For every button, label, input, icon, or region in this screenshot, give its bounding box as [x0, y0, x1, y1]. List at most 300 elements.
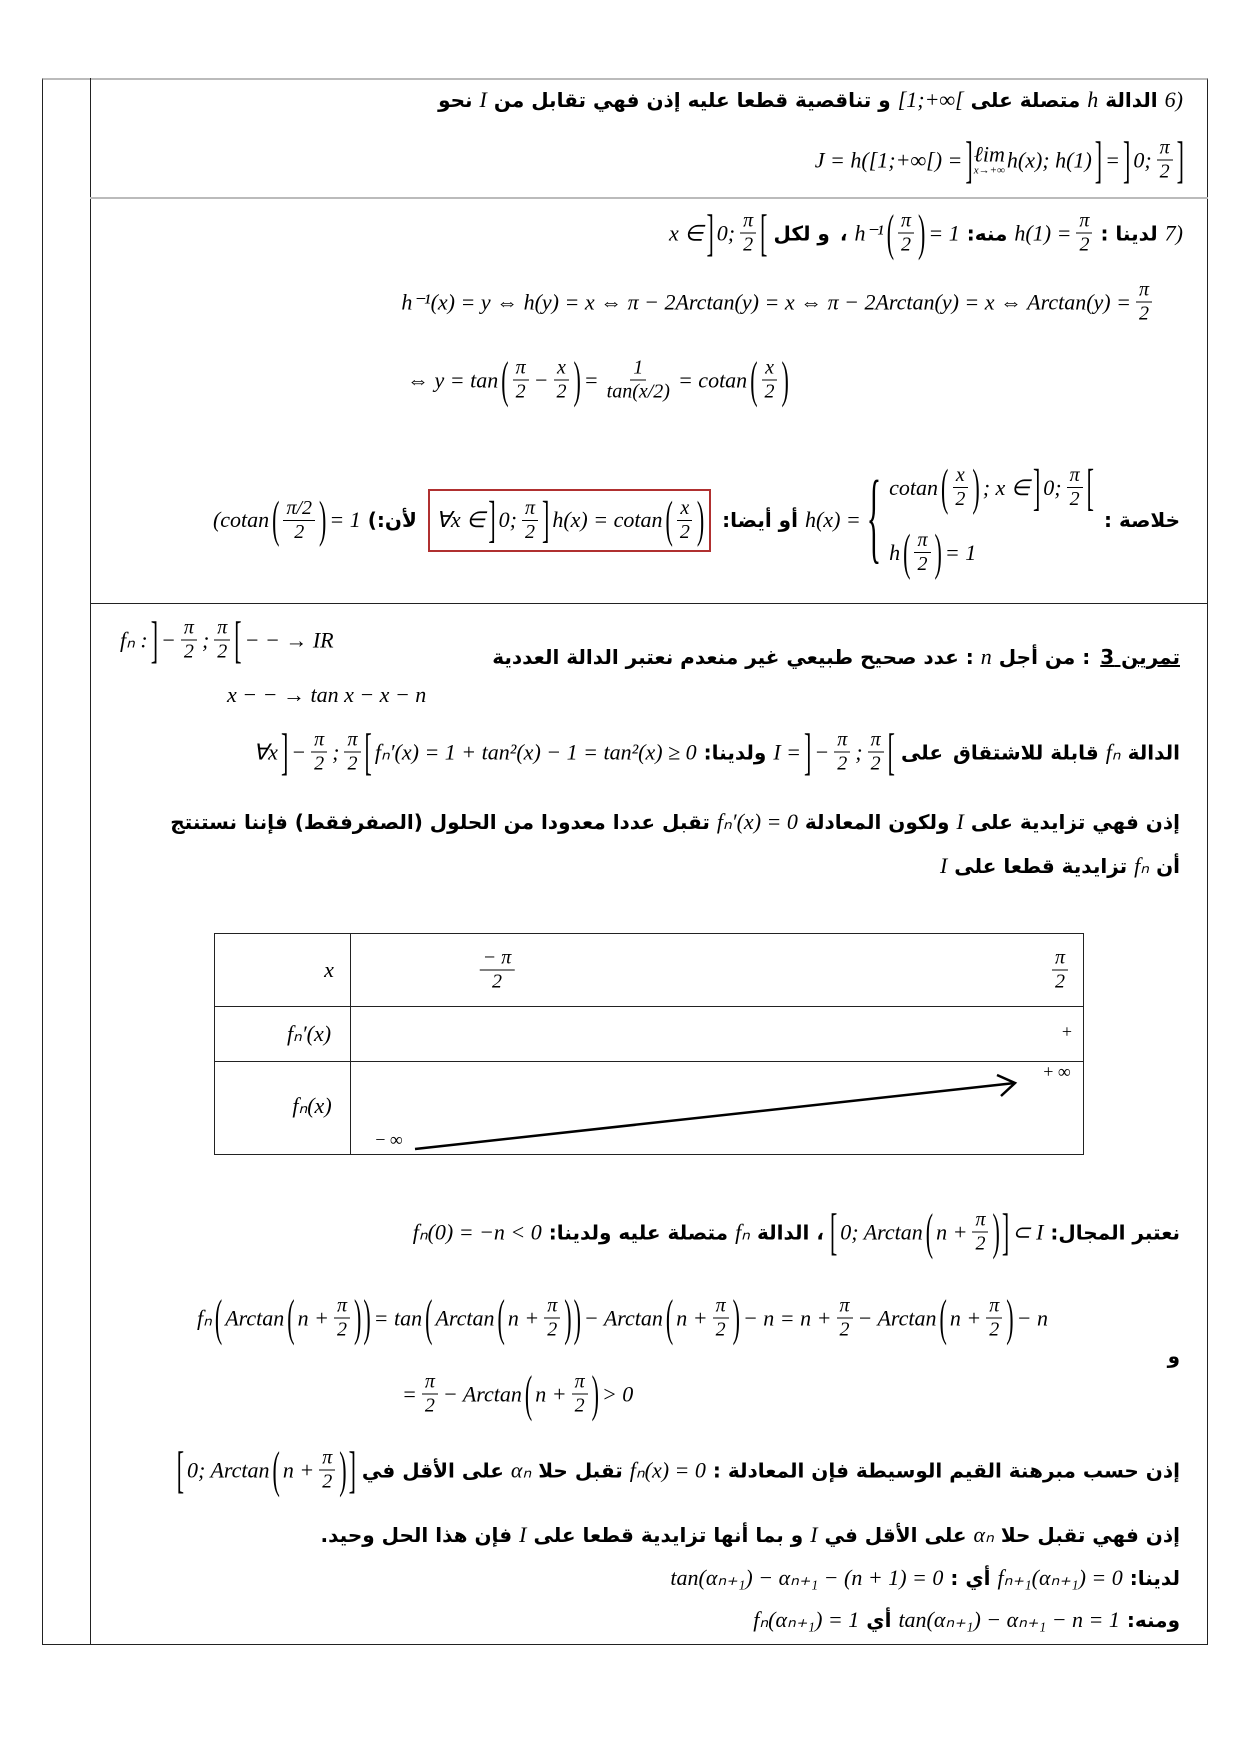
delimiter: (	[665, 490, 673, 548]
function-definition-1	[118, 610, 336, 668]
math-text: ∀x	[253, 739, 278, 764]
delimiter: ]	[706, 203, 714, 261]
delimiter: ]	[488, 490, 496, 548]
denominator: 2	[424, 1394, 435, 1417]
interval-line	[411, 1202, 1185, 1260]
math-text: 6)	[1164, 87, 1183, 112]
math-text: = 1	[928, 220, 960, 245]
math-text: αₙ	[510, 1457, 532, 1482]
derivative-line	[251, 722, 1185, 780]
math-text: 7)	[1164, 220, 1183, 245]
math-text: fₙ :	[120, 627, 148, 652]
denominator: 2	[294, 520, 305, 543]
x-start-den: 2	[491, 970, 502, 993]
numerator: π	[513, 357, 529, 381]
math-text: ∀x ∈	[435, 507, 486, 532]
x-end-num: π	[1052, 947, 1068, 971]
math-text: Arctan	[435, 1305, 495, 1330]
math-text: − Arctan	[857, 1305, 937, 1330]
delimiter: ]	[1122, 130, 1131, 188]
x-label: x	[324, 957, 334, 982]
math-text: 0; Arctan	[840, 1219, 923, 1244]
delimiter: (	[903, 522, 911, 581]
fraction	[677, 497, 693, 544]
delimiter: (	[425, 1288, 433, 1346]
delimiter: [	[234, 610, 242, 668]
arabic-text: أي	[866, 1608, 892, 1632]
denominator: 2	[525, 520, 535, 543]
delimiter: )	[1006, 1288, 1014, 1346]
case-row	[887, 457, 1095, 516]
denominator: 2	[837, 752, 848, 775]
fraction	[311, 729, 327, 776]
denominator: 2	[556, 380, 567, 403]
delimiter: ]	[965, 130, 973, 188]
fraction	[868, 729, 884, 776]
math-text: tan(αₙ₊₁) − αₙ₊₁ − (n + 1) = 0	[670, 1565, 944, 1590]
denominator: 2	[1138, 302, 1149, 325]
numerator: π	[986, 1295, 1002, 1319]
math-text: I	[810, 1522, 818, 1547]
math-text: ;	[201, 627, 210, 652]
delimiter: [	[176, 1440, 185, 1498]
math-text: n +	[535, 1381, 567, 1406]
numerator: π	[837, 1295, 853, 1319]
math-text: Arctan	[225, 1305, 285, 1330]
math-text: I	[479, 87, 487, 112]
fraction	[604, 357, 673, 404]
numerator: π	[522, 497, 538, 521]
delimiter: ]	[542, 490, 550, 548]
denominator: 2	[901, 233, 912, 256]
math-text: −	[814, 739, 830, 764]
arabic-text: لدينا :	[1100, 221, 1158, 245]
numerator: π	[834, 729, 850, 753]
delimiter: )	[573, 1288, 581, 1346]
math-text: cotan	[889, 474, 939, 500]
numerator: π	[214, 617, 230, 641]
math-text: fₙ(x) = 0	[629, 1457, 706, 1482]
denominator: tan(x/2)	[606, 380, 670, 403]
math-text: αₙ	[973, 1522, 994, 1547]
section-divider	[90, 197, 1208, 199]
fraction	[214, 617, 230, 664]
arabic-text: أي :	[950, 1566, 991, 1590]
denominator: 2	[743, 233, 754, 256]
delimiter: (	[524, 1364, 533, 1422]
arabic-text: قابلة للاشتقاق	[953, 740, 1099, 764]
math-text: =	[1105, 147, 1120, 172]
math-text: x ∈	[669, 220, 704, 245]
delimiter: ]	[1176, 130, 1184, 188]
math-text: fₙ	[735, 1219, 750, 1244]
delimiter: )	[732, 1288, 740, 1346]
denominator: 2	[975, 1232, 986, 1255]
denominator: 2	[679, 520, 690, 543]
delimiter: (	[886, 203, 895, 261]
delimiter: ]	[348, 1440, 356, 1498]
x-end-den: 2	[1055, 970, 1065, 993]
fraction	[553, 357, 569, 404]
fraction	[572, 1371, 588, 1418]
derivative-sign: +	[1061, 1021, 1073, 1042]
limit	[973, 141, 1005, 177]
math-text: > 0	[601, 1381, 634, 1406]
math-text: tan(αₙ₊₁) − αₙ₊₁ − n = 1	[898, 1607, 1120, 1632]
numerator: π	[181, 617, 197, 641]
denominator: 2	[217, 640, 228, 663]
fraction	[898, 210, 914, 257]
delimiter: ]	[804, 722, 812, 780]
fraction	[513, 357, 529, 404]
arabic-text: الدالة	[1105, 88, 1158, 112]
math-text: ; x ∈	[982, 474, 1030, 500]
delimiter: )	[363, 1288, 371, 1346]
fraction	[952, 464, 968, 511]
delimiter: )	[972, 457, 980, 516]
numerator: π	[972, 1209, 988, 1233]
numerator: π	[740, 210, 756, 234]
denominator: 2	[955, 488, 966, 510]
math-text: 0; Arctan	[187, 1457, 270, 1482]
delimiter: )	[354, 1288, 362, 1346]
math-text: = cotan	[677, 367, 748, 392]
minus-infinity: − ∞	[375, 1129, 403, 1150]
uniqueness-line	[316, 1522, 1185, 1548]
math-text: fₙ(αₙ₊₁) = 1	[753, 1607, 860, 1632]
numerator: 1	[630, 357, 646, 381]
limit-sub: x→+∞	[973, 164, 1005, 177]
q7-line-2	[399, 279, 1155, 326]
arabic-text: متصلة على	[970, 88, 1081, 112]
exercise-divider	[90, 603, 1208, 604]
fraction	[914, 529, 930, 576]
delimiter: (	[501, 350, 509, 408]
math-text: [1;+∞[	[897, 87, 964, 112]
fraction	[1067, 464, 1083, 511]
math-text: ⊂ I	[1012, 1219, 1044, 1244]
delimiter: )	[339, 1440, 347, 1498]
arabic-text: ،	[839, 221, 848, 245]
delimiter: (	[272, 490, 280, 548]
arabic-text: أو أيضا:	[722, 508, 798, 532]
math-text: n	[980, 644, 992, 669]
arabic-text: : من أجل	[998, 645, 1091, 669]
math-text: − n = n +	[742, 1305, 832, 1330]
numerator: π	[544, 1295, 560, 1319]
math-text: x − − → tan x − x − n	[227, 682, 427, 707]
math-text: ;	[855, 739, 863, 764]
math-text: h⁻¹(x) = y ⇔ h(y) = x ⇔ π − 2Arctan(y) = x ⇔ π − 2Arctan(y) = x ⇔ Arctan(y) =	[401, 289, 1131, 314]
arabic-text: و	[1167, 1344, 1180, 1368]
math-text: ⇔ y = tan	[407, 367, 499, 392]
delimiter: [	[1086, 457, 1094, 516]
delimiter: (	[287, 1288, 295, 1346]
numerator: π	[422, 1371, 438, 1395]
math-text: h	[1087, 87, 1099, 112]
math-text: 0;	[1043, 474, 1062, 500]
numerator: x	[762, 357, 777, 381]
math-text: − n	[1016, 1305, 1048, 1330]
denominator: 2	[839, 1318, 850, 1341]
denominator: 2	[917, 553, 928, 575]
numerator: π	[344, 729, 360, 753]
variation-table	[214, 933, 1084, 1155]
arrow-shaft	[415, 1083, 1015, 1149]
fraction	[713, 1295, 729, 1342]
arabic-text: ولكون المعادلة	[804, 810, 950, 834]
denominator: 2	[183, 640, 194, 663]
fraction	[740, 210, 756, 257]
math-text: h(1) =	[1014, 220, 1072, 245]
numerator: x	[953, 464, 968, 488]
arabic-text: ولدينا:	[703, 740, 767, 764]
plus-infinity: + ∞	[1043, 1061, 1071, 1082]
arabic-text: أن	[1156, 854, 1180, 878]
delimiter: )	[573, 350, 581, 408]
denominator: 2	[764, 380, 775, 403]
delimiter: ]	[150, 610, 159, 668]
numerator: π	[898, 210, 914, 234]
cases-rows	[887, 457, 1095, 581]
arabic-text: لأن:)	[367, 508, 417, 532]
fraction	[181, 617, 197, 664]
q6-line-2	[813, 130, 1185, 188]
final-line-2	[751, 1607, 1185, 1633]
math-text: h	[889, 539, 901, 565]
math-text: fₙ′(x) = 1 + tan²(x) − 1 = tan²(x) ≥ 0	[374, 739, 697, 764]
arabic-text: إذن حسب مبرهنة القيم الوسيطة فإن المعادلة :	[712, 1458, 1180, 1482]
left-brace: {	[866, 462, 882, 575]
math-text: 0;	[498, 507, 517, 532]
fraction	[834, 729, 850, 776]
denominator: 2	[547, 1318, 558, 1341]
numerator: π	[319, 1447, 335, 1471]
numerator: π	[914, 529, 930, 553]
math-text: I	[519, 1522, 527, 1547]
fraction	[1157, 137, 1173, 184]
delimiter: )	[591, 1364, 599, 1422]
arabic-text: نعتبر المجال:	[1050, 1220, 1180, 1244]
denominator: 2	[870, 752, 881, 775]
arabic-text: على	[900, 740, 943, 764]
math-text: fₙ′(x) = 0	[716, 809, 798, 834]
math-text: − Arctan	[442, 1381, 522, 1406]
delimiter: )	[564, 1288, 572, 1346]
numerator: x	[554, 357, 569, 381]
fraction	[544, 1295, 560, 1342]
math-text: 0;	[716, 220, 736, 245]
delimiter: )	[992, 1202, 1000, 1260]
arabic-text: متصلة عليه ولدينا:	[548, 1220, 729, 1244]
math-text: − − → IR	[244, 627, 334, 652]
q7-line-3	[405, 350, 790, 408]
arabic-text: الدالة	[1127, 740, 1180, 764]
q6-line-1	[433, 87, 1185, 113]
q7-conclusion	[211, 457, 1185, 581]
arabic-text: و بما أنها تزايدية قطعا على	[533, 1523, 804, 1547]
fraction	[762, 357, 778, 404]
numerator: π	[572, 1371, 588, 1395]
denominator: 2	[1079, 233, 1090, 256]
fraction	[986, 1295, 1002, 1342]
numerator: π	[1136, 279, 1152, 303]
delimiter: [	[887, 722, 895, 780]
increasing-line-1	[165, 809, 1185, 835]
math-text: fₙ	[1105, 739, 1121, 764]
arabic-text: و تناقصية قطعا عليه إذن فهي تقابل من	[493, 88, 891, 112]
delimiter: (	[497, 1288, 505, 1346]
delimiter: [	[364, 722, 372, 780]
delimiter: (	[272, 1440, 280, 1498]
math-text: 0;	[1133, 147, 1152, 172]
delimiter: [	[760, 203, 768, 261]
denominator: 2	[1159, 160, 1170, 183]
delimiter: ]	[280, 722, 289, 780]
arabic-text: منه:	[966, 221, 1008, 245]
delimiter: )	[934, 522, 942, 581]
fraction	[319, 1447, 335, 1494]
numerator: π	[334, 1295, 350, 1319]
math-text: n +	[297, 1305, 329, 1330]
math-text: h(x) = cotan	[552, 507, 663, 532]
math-text: h(x) =	[804, 507, 861, 532]
arabic-text: : عدد صحيح طبيعي غير منعدم نعتبر الدالة العددية	[492, 645, 974, 669]
numerator: π	[1157, 137, 1173, 161]
variation-arrow	[215, 934, 1085, 1156]
x-start-num: − π	[480, 947, 515, 971]
limit-op: ℓim	[973, 141, 1005, 167]
math-text: −	[291, 739, 307, 764]
delimiter: (	[925, 1202, 934, 1260]
math-text: n +	[676, 1305, 708, 1330]
math-text: −	[161, 627, 176, 652]
arabic-text: تقبل عددا معدودا من الحلول (الصفرفقط) فإننا نستنتج	[170, 810, 710, 834]
delimiter: (	[750, 350, 758, 408]
arabic-text: على الأقل في	[361, 1458, 504, 1482]
increasing-line-2	[938, 853, 1185, 879]
arabic-text: إذن فهي تقبل حلا	[1000, 1523, 1180, 1547]
delimiter: )	[918, 203, 926, 261]
delimiter: ]	[1001, 1202, 1010, 1260]
math-text: n +	[949, 1305, 982, 1330]
math-text: J = h([1;+∞[) =	[814, 147, 963, 172]
highlighted-result	[428, 489, 711, 552]
denominator: 2	[322, 1470, 333, 1493]
numerator: x	[677, 497, 692, 521]
conjunction	[1163, 1344, 1185, 1368]
denominator: 2	[1069, 488, 1080, 510]
math-text: n +	[282, 1457, 315, 1482]
math-text: I	[939, 853, 948, 878]
math-text: =	[402, 1381, 417, 1406]
function-label: fₙ(x)	[292, 1093, 332, 1118]
delimiter: (	[214, 1288, 223, 1346]
math-text: I	[956, 809, 964, 834]
fraction	[837, 1295, 853, 1342]
denominator: 2	[989, 1318, 1000, 1341]
case-row	[887, 522, 1095, 581]
numerator: π	[1067, 464, 1083, 488]
fraction	[522, 497, 538, 544]
math-text: = 1	[329, 507, 361, 532]
fraction	[1136, 279, 1152, 326]
calc-line-1	[195, 1288, 1050, 1346]
math-text: h⁻¹	[854, 220, 884, 245]
math-text: h(x); h(1)	[1006, 147, 1092, 172]
denominator: 2	[336, 1318, 347, 1341]
delimiter: )	[781, 350, 789, 408]
fraction	[972, 1209, 988, 1256]
arabic-text: فإن هذا الحل وحيد.	[320, 1523, 513, 1547]
arabic-text: خلاصة :	[1103, 508, 1180, 532]
math-text: ;	[332, 739, 340, 764]
arabic-text: على الأقل في	[824, 1523, 967, 1547]
delimiter: ]	[1032, 457, 1041, 516]
final-line-1	[668, 1565, 1185, 1591]
math-text: = 1	[944, 539, 977, 565]
math-text: n +	[507, 1305, 540, 1330]
math-text: = tan	[373, 1305, 423, 1330]
numerator: π/2	[283, 497, 315, 521]
denominator: 2	[515, 380, 526, 403]
arabic-text: لدينا:	[1129, 1566, 1180, 1590]
numerator: π	[311, 729, 327, 753]
math-text: n +	[936, 1219, 968, 1244]
fraction	[422, 1371, 438, 1418]
arabic-text: نحو	[438, 88, 473, 112]
denominator: 2	[347, 752, 358, 775]
q7-line-1	[667, 203, 1185, 261]
math-text: fₙ	[1134, 853, 1150, 878]
exercise-3-title	[487, 644, 1185, 670]
denominator: 2	[574, 1394, 585, 1417]
math-text: =	[583, 367, 599, 392]
margin-divider	[90, 78, 91, 1645]
delimiter: ]	[1094, 130, 1103, 188]
numerator: π	[868, 729, 884, 753]
fraction	[334, 1295, 350, 1342]
arabic-text: و لكل	[773, 221, 830, 245]
fraction	[283, 497, 315, 544]
math-text: −	[533, 367, 549, 392]
denominator: 2	[314, 752, 325, 775]
fraction	[1076, 210, 1092, 257]
derivative-label: fₙ′(x)	[286, 1021, 332, 1046]
arabic-text: إذن فهي تزايدية على	[970, 810, 1180, 834]
math-text: (cotan	[212, 507, 270, 532]
math-text: fₙ	[197, 1305, 212, 1330]
delimiter: (	[941, 457, 949, 516]
delimiter: (	[939, 1288, 947, 1346]
math-text: fₙ(0) = −n < 0	[412, 1219, 542, 1244]
denominator: 2	[715, 1318, 726, 1341]
arabic-text: تزايدية قطعا على	[954, 854, 1128, 878]
numerator: π	[1076, 210, 1092, 234]
math-text: I =	[773, 739, 802, 764]
function-definition-2	[225, 682, 428, 708]
fraction	[344, 729, 360, 776]
delimiter: (	[665, 1288, 674, 1346]
arabic-text: ومنه:	[1126, 1608, 1180, 1632]
math-text: fₙ₊₁(αₙ₊₁) = 0	[997, 1565, 1123, 1590]
delimiter: [	[829, 1202, 838, 1260]
ivt-line	[176, 1440, 1185, 1498]
delimiter: )	[696, 490, 705, 548]
math-text: − Arctan	[583, 1305, 663, 1330]
arabic-text: تقبل حلا	[538, 1458, 623, 1482]
arabic-text: تمرين 3	[1100, 645, 1180, 669]
